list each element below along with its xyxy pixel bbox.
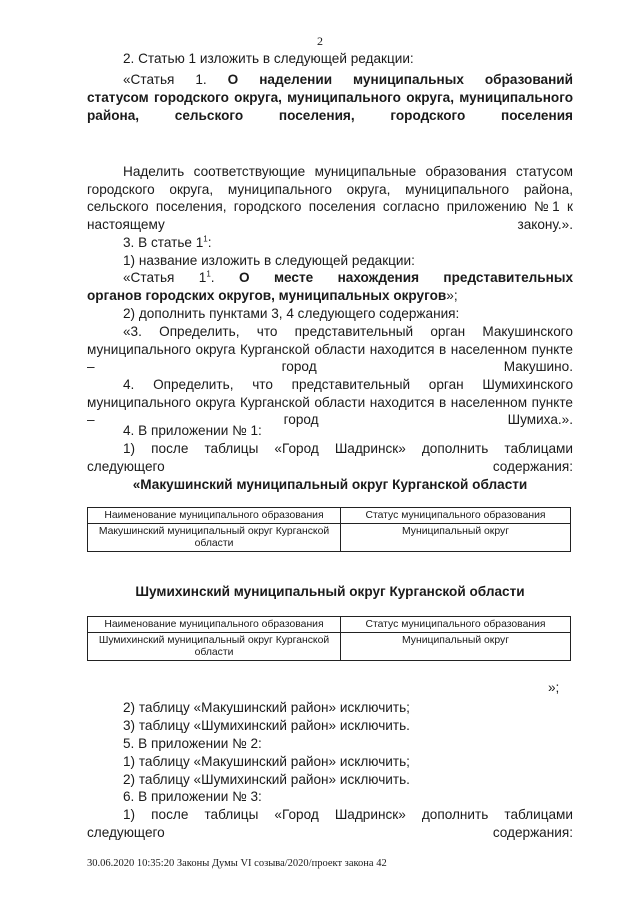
article-1-title-first: О наделении муниципальных образований	[227, 72, 573, 87]
table-header-cell: Наименование муниципального образования	[88, 508, 341, 524]
table-cell: Макушинский муниципальный округ Курганской области	[88, 524, 341, 552]
item-5-2: 2) таблицу «Шумихинский район» исключить.	[123, 772, 410, 787]
table-cell: Муниципальный округ	[341, 524, 571, 552]
item-4-2: 2) таблицу «Макушинский район» исключить;	[123, 700, 410, 715]
article-1-heading-line-1	[87, 71, 573, 89]
item-6-1: 1) после таблицы «Город Шадринск» дополнить таблицами следующего содержания:	[87, 807, 573, 840]
article-1-1-label: «Статья 1	[123, 270, 207, 285]
item-3-2: 2) дополнить пунктами 3, 4 следующего содержания:	[123, 306, 460, 321]
item-2: 2. Статью 1 изложить в следующей редакции:	[123, 51, 414, 66]
article-1-1-heading-line-1	[87, 269, 573, 287]
table-header-cell: Наименование муниципального образования	[88, 617, 341, 633]
article-1-quote: «Статья 1.	[123, 72, 207, 87]
article-1-1-sup: 1	[206, 269, 211, 279]
article-1-1-heading-line-2	[87, 287, 573, 305]
item-4-1: 1) после таблицы «Город Шадринск» дополнить таблицами следующего содержания:	[87, 441, 573, 474]
table-cell: Муниципальный округ	[341, 633, 571, 661]
item-5-1: 1) таблицу «Макушинский район» исключить;	[123, 754, 410, 769]
page-number: 2	[317, 34, 323, 48]
table-2-title: Шумихинский муниципальный округ Курганской области	[135, 584, 525, 599]
article-1-body: Наделить соответствующие муниципальные образования статусом городского округа, муниципального округа, муниципального района, сельского поселения, городского поселения согласно приложению №1 к настоящему закону.».	[87, 164, 573, 232]
quote-end: »;	[548, 680, 560, 695]
point-3: «3. Определить, что представительный орган Макушинского муниципального округа Курганской области находится в населенном пункте – город Макушино.	[87, 324, 573, 375]
article-1-1-quote	[123, 270, 215, 285]
item-4-3: 3) таблицу «Шумихинский район» исключить.	[123, 718, 410, 733]
article-1-1-close: »;	[446, 288, 458, 303]
item-5: 5. В приложении № 2:	[123, 736, 262, 751]
table-header-cell: Статус муниципального образования	[341, 508, 571, 524]
table-1-title: «Макушинский муниципальный округ Курганской области	[132, 477, 528, 492]
item-3-sup: 1	[203, 234, 208, 244]
article-1-1-title-rest: органов городских округов, муниципальных округов	[87, 288, 447, 303]
table-header-row	[88, 617, 571, 633]
item-3-1: 1) название изложить в следующей редакции:	[123, 253, 415, 268]
table-makushinsky	[87, 507, 571, 552]
item-4: 4. В приложении № 1:	[123, 423, 262, 438]
point-4: 4. Определить, что представительный орган Шумихинского муниципального округа Курганской области находится в населенном пункте – город Шумиха.».	[87, 377, 573, 428]
table-header-cell: Статус муниципального образования	[341, 617, 571, 633]
footer-stamp: 30.06.2020 10:35:20 Законы Думы VI созыва/2020/проект закона 42	[87, 858, 387, 869]
table-row	[88, 524, 571, 552]
article-1-1-title-first: О месте нахождения представительных	[238, 270, 574, 285]
item-3	[87, 234, 573, 252]
table-cell: Шумихинский муниципальный округ Курганской области	[88, 633, 341, 661]
item-3-text: 3. В статье 1	[123, 235, 204, 250]
item-6: 6. В приложении № 3:	[123, 789, 262, 804]
article-1-1-dot: .	[210, 270, 215, 285]
table-row	[88, 633, 571, 661]
item-3-colon: :	[207, 235, 212, 250]
table-shumikhinsky	[87, 616, 571, 661]
article-1-heading-rest: статусом городского округа, муниципального округа, муниципального района, сельского поселения, городского поселения	[87, 90, 573, 123]
table-header-row	[88, 508, 571, 524]
